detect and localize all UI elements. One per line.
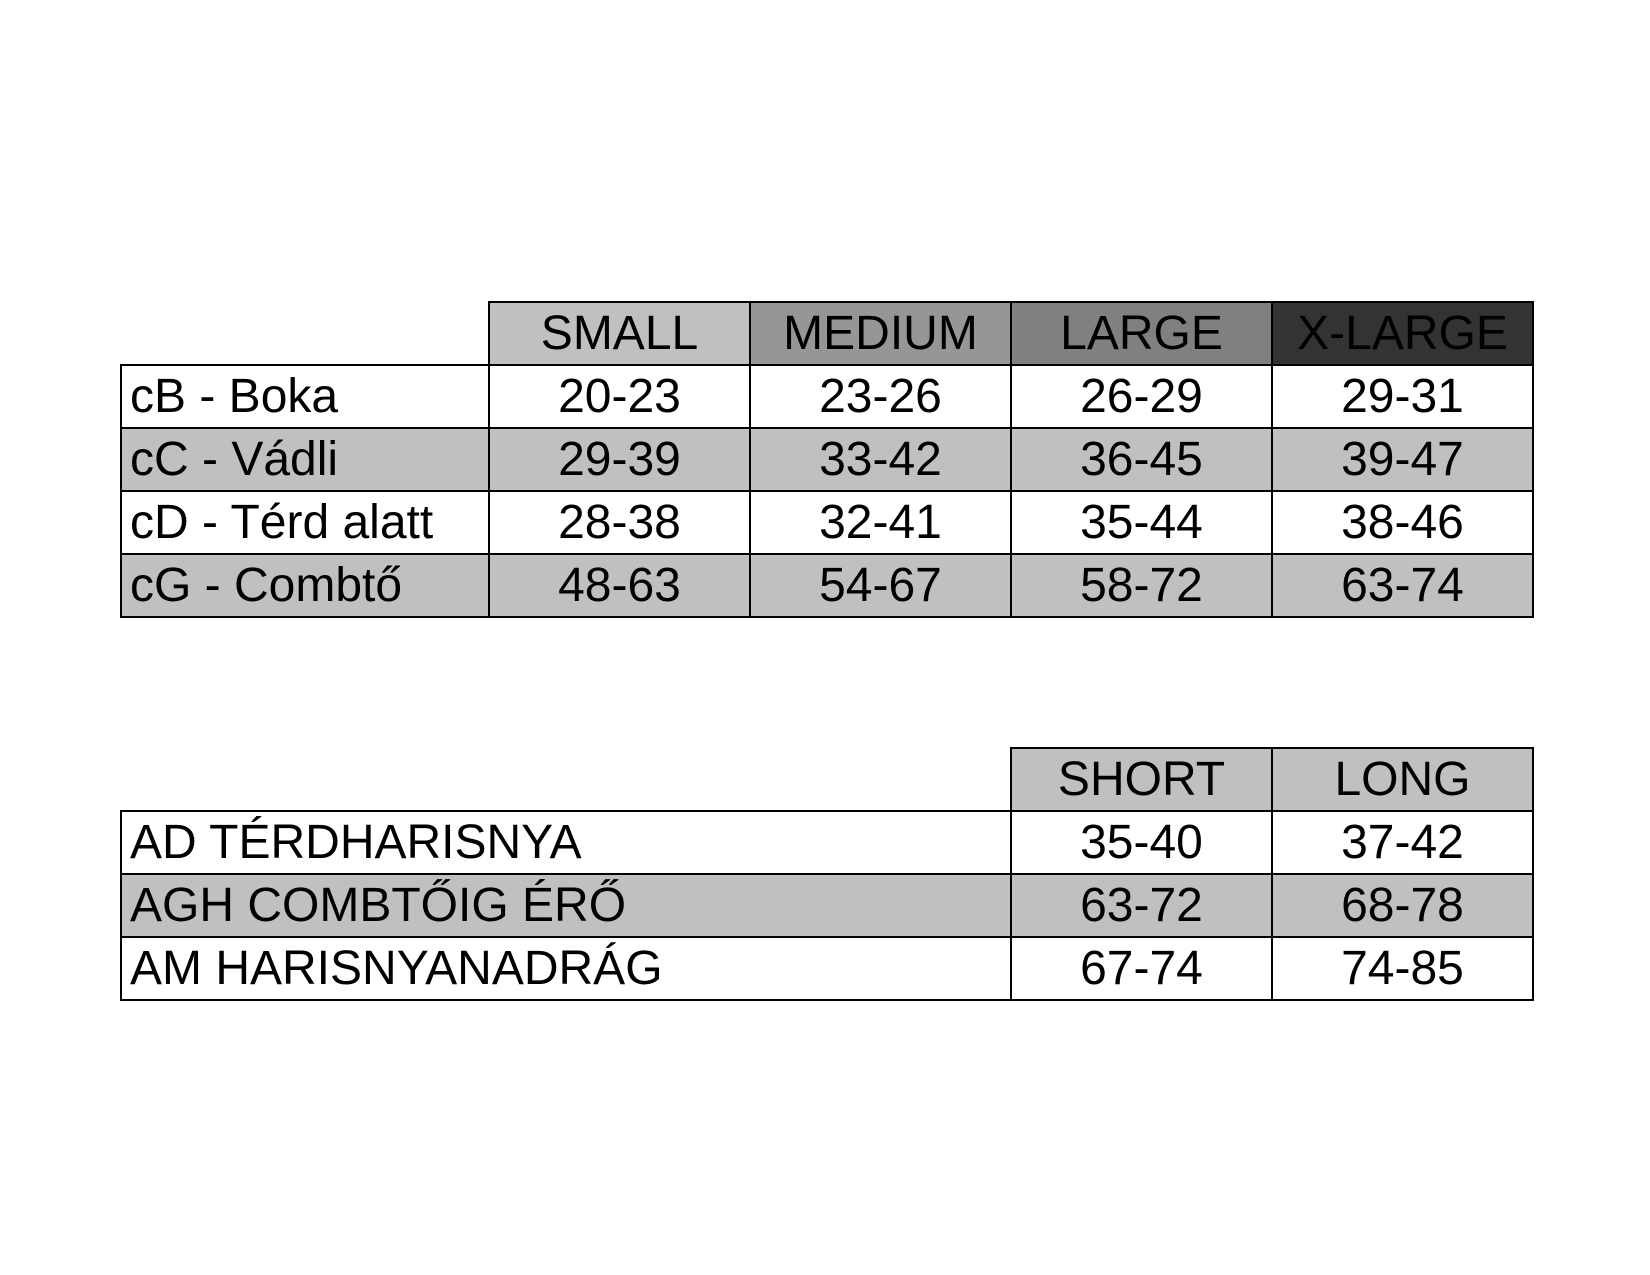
table-row — [121, 937, 1533, 1000]
table-cell: 74-85 — [1272, 937, 1533, 1000]
length-header-row — [121, 748, 1533, 811]
header-medium: MEDIUM — [750, 302, 1011, 365]
table-cell: 20-23 — [489, 365, 750, 428]
size-header-row — [121, 302, 1533, 365]
table-row — [121, 491, 1533, 554]
table-cell: 54-67 — [750, 554, 1011, 617]
table-cell: 29-31 — [1272, 365, 1533, 428]
row-label: cB - Boka — [121, 365, 489, 428]
table-row — [121, 811, 1533, 874]
row-label: AGH COMBTŐIG ÉRŐ — [121, 874, 1011, 937]
table-cell: 68-78 — [1272, 874, 1533, 937]
row-label: cD - Térd alatt — [121, 491, 489, 554]
table-row — [121, 554, 1533, 617]
header-large: LARGE — [1011, 302, 1272, 365]
table-cell: 48-63 — [489, 554, 750, 617]
row-label: cC - Vádli — [121, 428, 489, 491]
table-cell: 63-74 — [1272, 554, 1533, 617]
table-cell: 36-45 — [1011, 428, 1272, 491]
table-cell: 37-42 — [1272, 811, 1533, 874]
table-cell: 28-38 — [489, 491, 750, 554]
table-cell: 63-72 — [1011, 874, 1272, 937]
row-label: AM HARISNYANADRÁG — [121, 937, 1011, 1000]
size-header-corner — [121, 302, 489, 365]
table-cell: 67-74 — [1011, 937, 1272, 1000]
length-table — [120, 747, 1534, 1001]
table-cell: 33-42 — [750, 428, 1011, 491]
row-label: cG - Combtő — [121, 554, 489, 617]
table-cell: 35-40 — [1011, 811, 1272, 874]
table-row — [121, 428, 1533, 491]
length-header-corner — [121, 748, 1011, 811]
table-cell: 29-39 — [489, 428, 750, 491]
table-row — [121, 874, 1533, 937]
size-table — [120, 301, 1534, 618]
header-short: SHORT — [1011, 748, 1272, 811]
table-cell: 32-41 — [750, 491, 1011, 554]
header-small: SMALL — [489, 302, 750, 365]
table-cell: 35-44 — [1011, 491, 1272, 554]
table-row — [121, 365, 1533, 428]
table-cell: 58-72 — [1011, 554, 1272, 617]
table-cell: 39-47 — [1272, 428, 1533, 491]
header-xlarge: X-LARGE — [1272, 302, 1533, 365]
table-cell: 23-26 — [750, 365, 1011, 428]
table-cell: 38-46 — [1272, 491, 1533, 554]
header-long: LONG — [1272, 748, 1533, 811]
row-label: AD TÉRDHARISNYA — [121, 811, 1011, 874]
table-cell: 26-29 — [1011, 365, 1272, 428]
